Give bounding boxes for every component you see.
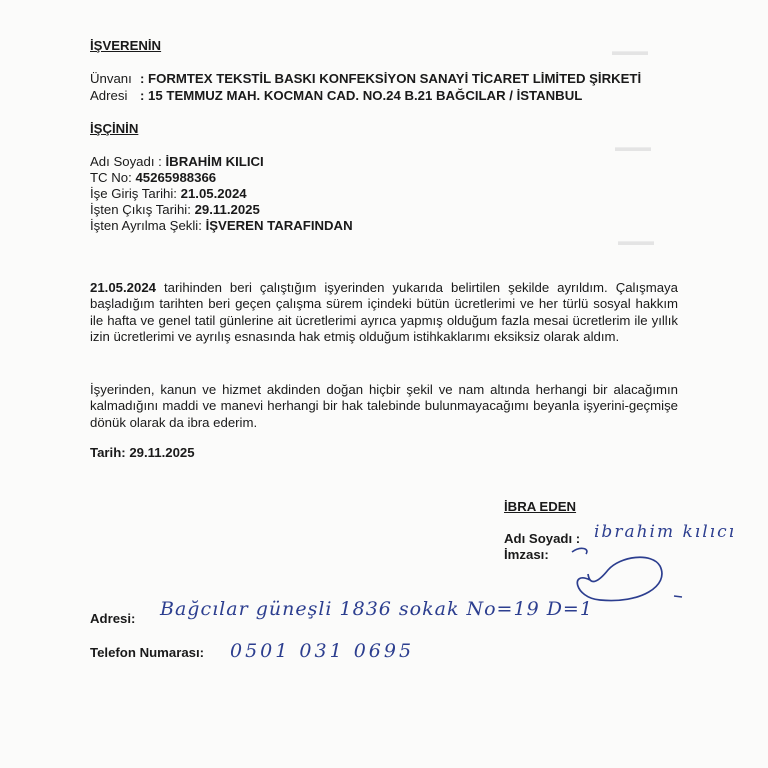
handwritten-name: ibrahim kılıcı bbox=[594, 522, 737, 542]
employee-tc-label: TC No: bbox=[90, 170, 132, 185]
employer-address-label: Adresi bbox=[90, 88, 128, 103]
employee-heading: İŞÇİNİN bbox=[90, 121, 139, 136]
bleed-through-mark: ▬▬▬ bbox=[612, 44, 648, 58]
employer-heading: İŞVERENİN bbox=[90, 38, 162, 53]
bleed-through-mark: ▬▬▬ bbox=[615, 140, 651, 154]
employee-name-row bbox=[90, 154, 264, 170]
release-name-label: Adı Soyadı : bbox=[504, 531, 581, 546]
release-paragraph-1 bbox=[90, 280, 678, 346]
handwritten-address: Bağcılar güneşli 1836 sokak No=19 D=1 bbox=[160, 598, 593, 620]
release-heading: İBRA EDEN bbox=[504, 499, 577, 514]
paragraph-1-text: tarihinden beri çalıştığım işyerinden yukarıda belirtilen şekilde ayrıldım. Çalışmaya başladığım tarihten beri geçen çalışma sürem içindeki bütün ücretlerimi ve her türlü sosyal hakkım ile hafta ve genel tatil günlerine ait ücretlerimi ayrıca yapmış olduğum fazla mesai ücretlerim ile yıllık izin ücretlerimi ve ayrılış esnasında hak etmiş olduğum istihkaklarımı eksiksiz olarak aldım. bbox=[90, 280, 678, 345]
employee-tc-value: 45265988366 bbox=[135, 170, 217, 185]
employee-end-value: 29.11.2025 bbox=[194, 202, 260, 217]
employee-reason-row bbox=[90, 218, 353, 234]
employee-name-label: Adı Soyadı : bbox=[90, 154, 162, 169]
employee-end-label: İşten Çıkış Tarihi: bbox=[90, 202, 191, 217]
release-address-label: Adresi: bbox=[90, 611, 136, 626]
employee-end-row bbox=[90, 202, 260, 218]
employee-tc-row bbox=[90, 170, 216, 186]
employee-reason-label: İşten Ayrılma Şekli: bbox=[90, 218, 202, 233]
paragraph-date: 21.05.2024 bbox=[90, 280, 157, 295]
employee-name-value: İBRAHİM KILICI bbox=[165, 154, 264, 169]
employee-start-label: İşe Giriş Tarihi: bbox=[90, 186, 177, 201]
employer-address-value: : 15 TEMMUZ MAH. KOCMAN CAD. NO.24 B.21 BAĞCILAR / İSTANBUL bbox=[140, 88, 583, 103]
document-date: Tarih: 29.11.2025 bbox=[90, 445, 195, 460]
release-phone-label: Telefon Numarası: bbox=[90, 645, 205, 660]
employee-start-value: 21.05.2024 bbox=[180, 186, 247, 201]
handwritten-phone: 0501 031 0695 bbox=[230, 640, 415, 662]
release-paragraph-2: İşyerinden, kanun ve hizmet akdinden doğan hiçbir şekil ve nam altında herhangi bir alacağımın kalmadığını maddi ve manevi herhangi bir hak talebinde bulunmayacağımı beyanla işyerini-geçmişe dönük olarak da ibra ederim. bbox=[90, 382, 678, 430]
employer-title-label: Ünvanı bbox=[90, 71, 132, 86]
employee-reason-value: İŞVEREN TARAFINDAN bbox=[205, 218, 353, 233]
signature-label: İmzası: bbox=[504, 547, 549, 562]
employer-title-value: : FORMTEX TEKSTİL BASKI KONFEKSİYON SANAYİ TİCARET LİMİTED ŞİRKETİ bbox=[140, 71, 642, 86]
employee-start-row bbox=[90, 186, 247, 202]
bleed-through-mark: ▬▬▬ bbox=[618, 234, 654, 248]
